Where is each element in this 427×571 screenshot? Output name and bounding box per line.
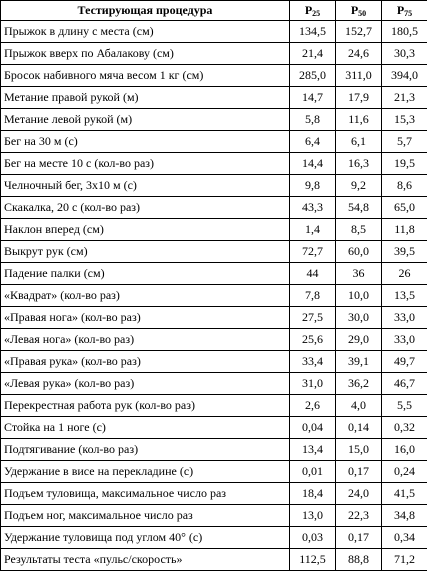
- procedure-name-cell: Метание левой рукой (м): [1, 109, 290, 131]
- p25-value-cell: 13,4: [290, 439, 336, 461]
- p50-value-cell: 22,3: [336, 505, 382, 527]
- table-row: [1, 307, 427, 329]
- header-p75: $P_{75}$: [382, 1, 427, 21]
- p50-value-cell: 10,0: [336, 285, 382, 307]
- p75-value-cell: 16,0: [382, 439, 427, 461]
- table-row: [1, 329, 427, 351]
- p75-value-cell: 34,8: [382, 505, 427, 527]
- p75-value-cell: 30,3: [382, 43, 427, 65]
- p75-value-cell: 19,5: [382, 153, 427, 175]
- p75-value-cell: 180,5: [382, 21, 427, 43]
- table-row: [1, 527, 427, 549]
- p50-value-cell: 0,14: [336, 417, 382, 439]
- table-row: [1, 285, 427, 307]
- table-row: [1, 153, 427, 175]
- table-row: [1, 87, 427, 109]
- p75-value-cell: 46,7: [382, 373, 427, 395]
- p50-value-cell: 16,3: [336, 153, 382, 175]
- table-row: [1, 483, 427, 505]
- p25-value-cell: 5,8: [290, 109, 336, 131]
- p25-value-cell: 21,4: [290, 43, 336, 65]
- p75-value-cell: 0,24: [382, 461, 427, 483]
- p75-value-cell: 71,2: [382, 549, 427, 571]
- procedure-name-cell: Бег на 30 м (с): [1, 131, 290, 153]
- p50-value-cell: 0,17: [336, 461, 382, 483]
- procedure-name-cell: Скакалка, 20 с (кол-во раз): [1, 197, 290, 219]
- p50-value-cell: 24,0: [336, 483, 382, 505]
- p25-value-cell: 18,4: [290, 483, 336, 505]
- procedure-name-cell: Бег на месте 10 с (кол-во раз): [1, 153, 290, 175]
- table-row: [1, 175, 427, 197]
- p25-value-cell: 25,6: [290, 329, 336, 351]
- table-header-row: [1, 1, 427, 21]
- procedure-name-cell: Удержание туловища под углом 40° (с): [1, 527, 290, 549]
- table-body: [1, 21, 427, 571]
- p75-value-cell: 0,34: [382, 527, 427, 549]
- p50-value-cell: 15,0: [336, 439, 382, 461]
- p75-value-cell: 11,8: [382, 219, 427, 241]
- table-row: [1, 417, 427, 439]
- table-row: [1, 131, 427, 153]
- table-row: [1, 373, 427, 395]
- p50-value-cell: 36,2: [336, 373, 382, 395]
- p50-value-cell: 30,0: [336, 307, 382, 329]
- p75-value-cell: 65,0: [382, 197, 427, 219]
- procedure-name-cell: «Правая рука» (кол-во раз): [1, 351, 290, 373]
- p75-value-cell: 5,7: [382, 131, 427, 153]
- p50-value-cell: 39,1: [336, 351, 382, 373]
- p25-value-cell: 2,6: [290, 395, 336, 417]
- p50-value-cell: 36: [336, 263, 382, 285]
- p25-value-cell: 31,0: [290, 373, 336, 395]
- p25-value-cell: 112,5: [290, 549, 336, 571]
- p25-value-cell: 13,0: [290, 505, 336, 527]
- p50-value-cell: 54,8: [336, 197, 382, 219]
- p25-value-cell: 14,4: [290, 153, 336, 175]
- procedure-name-cell: Прыжок в длину с места (см): [1, 21, 290, 43]
- p25-value-cell: 285,0: [290, 65, 336, 87]
- table-row: [1, 549, 427, 571]
- p75-value-cell: 5,5: [382, 395, 427, 417]
- p50-value-cell: 6,1: [336, 131, 382, 153]
- p50-value-cell: 88,8: [336, 549, 382, 571]
- p25-value-cell: 134,5: [290, 21, 336, 43]
- procedure-name-cell: Подъем туловища, максимальное число раз: [1, 483, 290, 505]
- procedure-name-cell: Прыжок вверх по Абалакову (см): [1, 43, 290, 65]
- p75-value-cell: 13,5: [382, 285, 427, 307]
- procedure-name-cell: Выкрут рук (см): [1, 241, 290, 263]
- table-row: [1, 351, 427, 373]
- procedure-name-cell: Падение палки (см): [1, 263, 290, 285]
- p50-value-cell: 311,0: [336, 65, 382, 87]
- procedure-name-cell: Перекрестная работа рук (кол-во раз): [1, 395, 290, 417]
- p75-value-cell: 15,3: [382, 109, 427, 131]
- table-row: [1, 21, 427, 43]
- procedure-name-cell: Подъем ног, максимальное число раз: [1, 505, 290, 527]
- p75-value-cell: 39,5: [382, 241, 427, 263]
- p75-value-cell: 21,3: [382, 87, 427, 109]
- table-row: [1, 395, 427, 417]
- p50-value-cell: 17,9: [336, 87, 382, 109]
- p25-value-cell: 72,7: [290, 241, 336, 263]
- procedure-name-cell: «Левая рука» (кол-во раз): [1, 373, 290, 395]
- header-procedure: Тестирующая процедура: [1, 1, 290, 21]
- p75-value-cell: 49,7: [382, 351, 427, 373]
- p25-value-cell: 0,01: [290, 461, 336, 483]
- p25-value-cell: 44: [290, 263, 336, 285]
- procedure-name-cell: Бросок набивного мяча весом 1 кг (см): [1, 65, 290, 87]
- table-row: [1, 263, 427, 285]
- procedure-name-cell: «Квадрат» (кол-во раз): [1, 285, 290, 307]
- p50-value-cell: 9,2: [336, 175, 382, 197]
- p25-value-cell: 1,4: [290, 219, 336, 241]
- header-p25: $P_{25}$: [290, 1, 336, 21]
- table-row: [1, 65, 427, 87]
- procedure-name-cell: Результаты теста «пульс/скорость»: [1, 549, 290, 571]
- p25-value-cell: 14,7: [290, 87, 336, 109]
- p25-value-cell: 43,3: [290, 197, 336, 219]
- p50-value-cell: 29,0: [336, 329, 382, 351]
- table-row: [1, 461, 427, 483]
- p25-value-cell: 7,8: [290, 285, 336, 307]
- p75-value-cell: 0,32: [382, 417, 427, 439]
- table-row: [1, 505, 427, 527]
- table-row: [1, 197, 427, 219]
- table-row: [1, 219, 427, 241]
- procedure-name-cell: Наклон вперед (см): [1, 219, 290, 241]
- procedure-name-cell: «Правая нога» (кол-во раз): [1, 307, 290, 329]
- p75-value-cell: 33,0: [382, 329, 427, 351]
- procedure-name-cell: Стойка на 1 ноге (с): [1, 417, 290, 439]
- p75-value-cell: 26: [382, 263, 427, 285]
- p50-value-cell: 8,5: [336, 219, 382, 241]
- p75-value-cell: 8,6: [382, 175, 427, 197]
- procedure-name-cell: Подтягивание (кол-во раз): [1, 439, 290, 461]
- p25-value-cell: 0,03: [290, 527, 336, 549]
- table-row: [1, 241, 427, 263]
- table-row: [1, 439, 427, 461]
- table-row: [1, 43, 427, 65]
- procedure-name-cell: «Левая нога» (кол-во раз): [1, 329, 290, 351]
- p50-value-cell: 24,6: [336, 43, 382, 65]
- procedure-name-cell: Удержание в висе на перекладине (с): [1, 461, 290, 483]
- p25-value-cell: 27,5: [290, 307, 336, 329]
- p75-value-cell: 41,5: [382, 483, 427, 505]
- procedure-name-cell: Метание правой рукой (м): [1, 87, 290, 109]
- header-p50: $P_{50}$: [336, 1, 382, 21]
- procedure-name-cell: Челночный бег, 3х10 м (с): [1, 175, 290, 197]
- p25-value-cell: 0,04: [290, 417, 336, 439]
- p75-value-cell: 394,0: [382, 65, 427, 87]
- p25-value-cell: 33,4: [290, 351, 336, 373]
- p25-value-cell: 9,8: [290, 175, 336, 197]
- p25-value-cell: 6,4: [290, 131, 336, 153]
- p75-value-cell: 33,0: [382, 307, 427, 329]
- p50-value-cell: 0,17: [336, 527, 382, 549]
- p50-value-cell: 4,0: [336, 395, 382, 417]
- p50-value-cell: 60,0: [336, 241, 382, 263]
- p50-value-cell: 11,6: [336, 109, 382, 131]
- p50-value-cell: 152,7: [336, 21, 382, 43]
- table-row: [1, 109, 427, 131]
